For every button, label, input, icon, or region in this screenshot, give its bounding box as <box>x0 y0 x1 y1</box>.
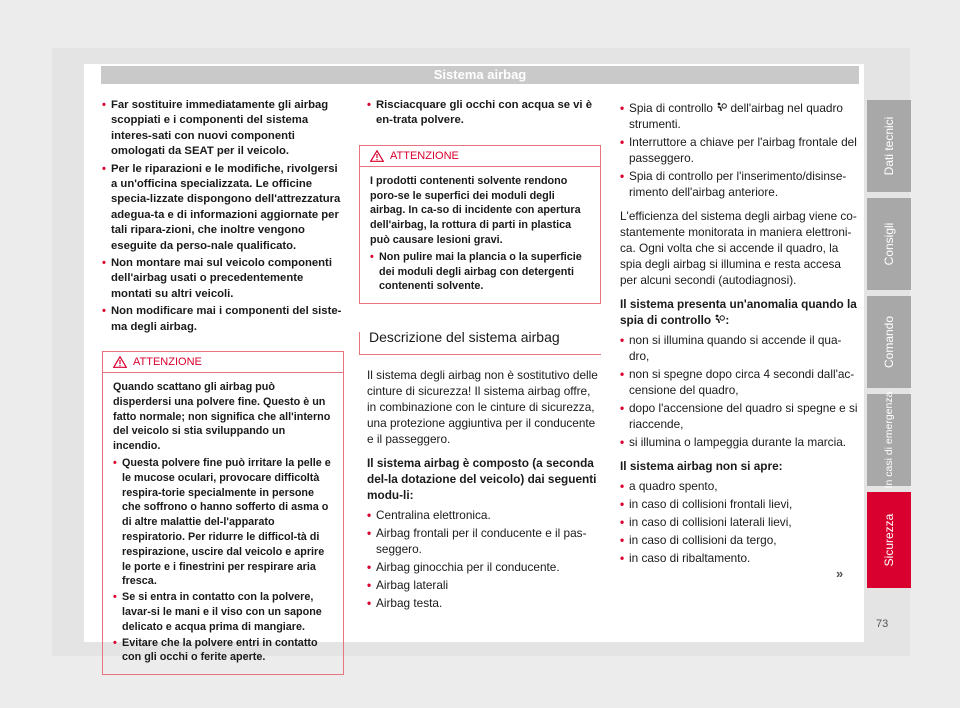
anomaly-title: Il sistema presenta un'anomalia quando la spia di controllo : <box>620 297 857 327</box>
bullet-icon: • <box>620 551 625 565</box>
bullet-icon: • <box>102 305 106 318</box>
tab-dati-tecnici[interactable]: Dati tecnici <box>867 100 911 192</box>
bullet-icon: • <box>102 162 106 175</box>
list-item: • Se si entra in contatto con la polvere, lavar-si le mani e il viso con un sapone delicato e acqua prima di mangiare. <box>113 591 322 633</box>
list-item: • non si spegne dopo circa 4 secondi dall'ac-censione del quadro, <box>620 367 855 397</box>
tab-comando[interactable]: Comando <box>867 296 911 388</box>
efficiency-paragraph: L'efficienza del sistema degli airbag viene co-stantemente monitorata in maniera elettroni-ca. Ogni volta che si accende il quadro, la spia degli airbag si illumina e resta accesa per alcuni secondi (autodiagnosi). <box>620 209 857 287</box>
bullet-icon: • <box>620 401 625 415</box>
bullet-icon: • <box>620 101 625 115</box>
continue-arrow-icon: » <box>836 566 844 581</box>
list-item: • Non modificare mai i componenti del siste-ma degli airbag. <box>102 305 342 333</box>
list-item: • in caso di collisioni frontali lievi, <box>620 497 793 511</box>
list-item: • si illumina o lampeggia durante la marcia. <box>620 435 847 449</box>
bullet-icon: • <box>370 250 374 263</box>
bullet-icon: • <box>367 560 372 575</box>
list-item: • Evitare che la polvere entri in contatto con gli occhi o ferite aperte. <box>113 636 318 664</box>
bullet-icon: • <box>102 99 106 111</box>
bullet-icon: • <box>367 578 372 593</box>
bullet-icon: • <box>113 591 117 604</box>
list-item: • Spia di controllo dell'airbag nel quadro strumenti. <box>620 101 843 131</box>
warning-box <box>359 145 601 304</box>
warning-body <box>360 167 600 303</box>
warning-intro: I prodotti contenenti solvente rendono poro-se le superfici dei moduli degli airbag. In ca-so di incidente con apertura dell'airbag, la rottura di parti in plastica può causare lesioni gravi. <box>370 174 581 246</box>
section-body <box>359 367 601 611</box>
section-heading-box <box>359 324 601 355</box>
bullet-icon: • <box>620 515 625 529</box>
list-item: • non si illumina quando si accende il qua-dro, <box>620 333 842 363</box>
tab-consigli[interactable]: Consigli <box>867 198 911 290</box>
warning-header <box>360 146 600 167</box>
bullet-icon: • <box>367 99 371 111</box>
bullet-icon: • <box>620 533 625 547</box>
tab-sicurezza[interactable]: Sicurezza <box>867 492 911 588</box>
warning-label: ATTENZIONE <box>390 149 459 162</box>
bullet-icon: • <box>113 457 117 470</box>
airbag-warning-icon <box>714 314 725 325</box>
bullet-icon: • <box>620 333 625 347</box>
list-item: • Per le riparazioni e le modifiche, rivolgersi a un'officina specializzata. Le officine specia-lizzate dispongono dell'attrezzatura adegua-ta e di informazioni aggiornate per tali ripara-zioni, che inoltre vengono eseguite da perso-nale qualificato. <box>102 162 341 252</box>
list-item: • Non pulire mai la plancia o la superficie dei moduli degli airbag con detergenti contenenti solvente. <box>370 250 582 293</box>
page-number: 73 <box>876 618 889 630</box>
warning-intro: Quando scattano gli airbag può disperdersi una polvere fine. Questo è un fatto normale; non significa che all'interno del veicolo si stia sviluppando un incendio. <box>113 381 331 453</box>
bullet-list <box>102 98 342 335</box>
airbag-warning-icon <box>716 102 727 113</box>
warning-triangle-icon <box>370 150 384 162</box>
list-item: • Risciacquare gli occhi con acqua se vi è en-trata polvere. <box>367 99 592 127</box>
bullet-icon: • <box>102 257 106 270</box>
tab-in-casi-di-emergenza[interactable]: In casi di emergenza <box>867 394 911 486</box>
list-item: • a quadro spento, <box>620 479 718 493</box>
warning-box <box>102 351 344 675</box>
bullet-icon: • <box>620 367 625 381</box>
column-middle <box>359 98 601 613</box>
bullet-icon: • <box>367 596 372 611</box>
list-item: • Interruttore a chiave per l'airbag frontale del passeggero. <box>620 135 857 165</box>
list-item: • Far sostituire immediatamente gli airbag scoppiati e i componenti del sistema interes-sati con nuovi componenti omologati da SEAT per il veicolo. <box>102 99 329 158</box>
bullet-icon: • <box>113 636 117 649</box>
list-item: • Airbag frontali per il conducente e il pas-seggero. <box>367 526 587 557</box>
bullet-icon: • <box>367 508 372 523</box>
warning-label: ATTENZIONE <box>133 356 202 369</box>
list-item: • Centralina elettronica. <box>367 508 491 523</box>
list-item: • dopo l'accensione del quadro si spegne e si riaccende, <box>620 401 858 431</box>
section-title: Descrizione del sistema airbag <box>369 329 560 346</box>
list-item: • in caso di ribaltamento. <box>620 551 751 565</box>
page-title: Sistema airbag <box>101 66 859 84</box>
bullet-icon: • <box>620 435 625 449</box>
bullet-icon: • <box>620 169 625 183</box>
bullet-icon: • <box>620 135 625 149</box>
list-item: • Questa polvere fine può irritare la pelle e le mucose oculari, provocare difficoltà respira-torie specialmente in persone che soffrono o hanno sofferto di asma o di altre malattie del-l'apparato respiratorio. Per ridurre le difficol-tà di respirazione, uscire dal veicolo e aprire le porte e i finestrini per respirare aria fresca. <box>113 457 331 588</box>
warning-body <box>103 373 343 674</box>
column-left <box>102 98 342 675</box>
bullet-icon: • <box>620 497 625 511</box>
list-item: • in caso di collisioni laterali lievi, <box>620 515 792 529</box>
list-item: • in caso di collisioni da tergo, <box>620 533 777 547</box>
list-item: • Airbag ginocchia per il conducente. <box>367 560 560 575</box>
bullet-icon: • <box>620 479 625 493</box>
warning-triangle-icon <box>113 356 127 368</box>
list-item: • Airbag laterali <box>367 578 449 593</box>
warning-header <box>103 352 343 373</box>
list-item: • Spia di controllo per l'inserimento/disinse-rimento dell'airbag anteriore. <box>620 169 847 199</box>
bullet-icon: • <box>367 526 372 541</box>
no-open-title: Il sistema airbag non si apre: <box>620 459 783 473</box>
list-item: • Non montare mai sul veicolo componenti dell'airbag usati o precedentemente montati su altri veicoli. <box>102 257 332 300</box>
list-item: • Airbag testa. <box>367 596 443 611</box>
column-right <box>620 100 860 568</box>
composition-title: Il sistema airbag è composto (a seconda del-la dotazione del veicolo) dai seguenti modu-li: <box>367 456 597 503</box>
intro-paragraph: Il sistema degli airbag non è sostitutivo delle cinture di sicurezza! Il sistema airbag offre, in combinazione con le cinture di sicurezza, una protezione aggiuntiva per il conducente e il passeggero. <box>367 368 598 447</box>
